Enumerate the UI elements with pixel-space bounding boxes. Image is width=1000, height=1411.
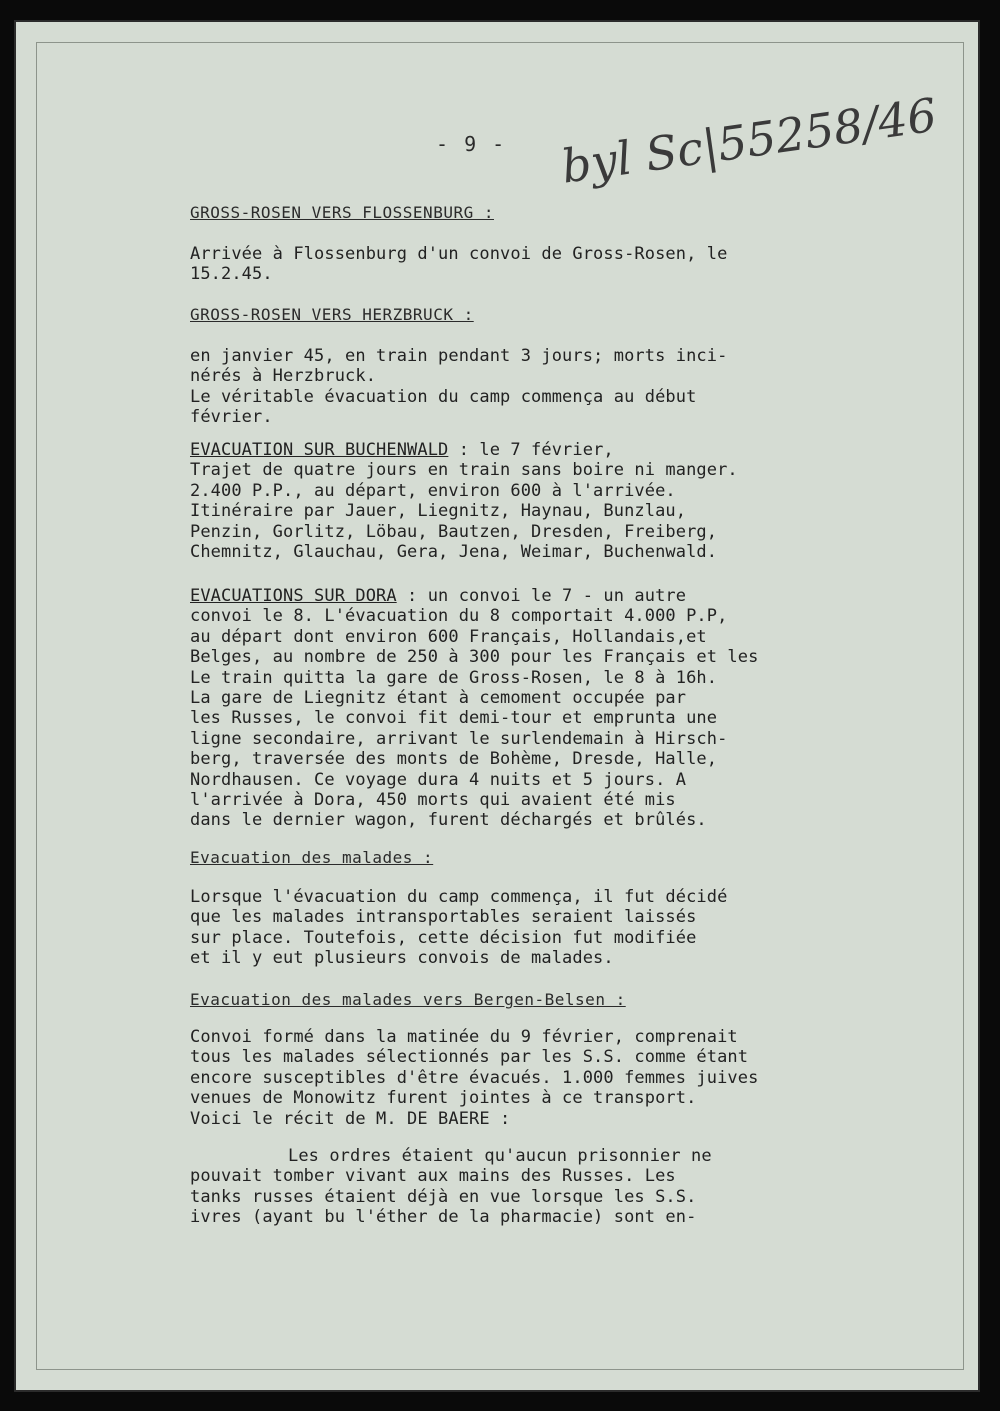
section-recit: [190, 1146, 880, 1228]
text-line: Arrivée à Flossenburg d'un convoi de Gross-Rosen, le: [190, 244, 728, 264]
text-line: venues de Monowitz furent jointes à ce transport.: [190, 1088, 697, 1109]
inline-text: : un convoi le 7 - un autre: [396, 586, 687, 606]
section-evacuation-bergen-belsen: [190, 990, 880, 1129]
text-line: Le train quitta la gare de Gross-Rosen, le 8 à 16h.: [190, 667, 718, 688]
text-line: Trajet de quatre jours en train sans boire ni manger.: [190, 460, 738, 481]
text-line: berg, traversée des monts de Bohème, Dresde, Halle,: [190, 749, 718, 770]
section-heading: GROSS-ROSEN VERS FLOSSENBURG :: [190, 203, 494, 222]
text-line: au départ dont environ 600 Français, Hollandais,et: [190, 626, 707, 647]
text-line: tous les malades sélectionnés par les S.S. comme étant: [190, 1047, 749, 1068]
text-line: dans le dernier wagon, furent déchargés et brûlés.: [190, 810, 707, 831]
text-line: 2.400 P.P., au départ, environ 600 à l'arrivée.: [190, 480, 676, 501]
text-line: en janvier 45, en train pendant 3 jours; morts inci-: [190, 346, 728, 366]
text-line: février.: [190, 407, 273, 428]
section-gross-rosen-flossenburg: [190, 203, 880, 285]
section-evacuation-malades: [190, 848, 880, 969]
handwritten-reference-svg: [555, 82, 940, 202]
text-line: Penzin, Gorlitz, Löbau, Bautzen, Dresden, Freiberg,: [190, 521, 718, 542]
text-line: les Russes, le convoi fit demi-tour et emprunta une: [190, 708, 718, 729]
text-line: Nordhausen. Ce voyage dura 4 nuits et 5 jours. A: [190, 769, 687, 790]
text-line: tanks russes étaient déjà en vue lorsque les S.S.: [190, 1186, 697, 1207]
text-line: et il y eut plusieurs convois de malades.: [190, 948, 614, 969]
text-line: nérés à Herzbruck.: [190, 366, 377, 387]
section-evacuations-dora: [190, 586, 880, 831]
text-line: Les ordres étaient qu'aucun prisonnier ne: [288, 1146, 712, 1166]
section-heading: GROSS-ROSEN VERS HERZBRUCK :: [190, 305, 474, 324]
text-line: Itinéraire par Jauer, Liegnitz, Haynau, Bunzlau,: [190, 501, 687, 522]
inline-text: : le 7 février,: [448, 440, 614, 460]
text-line: Voici le récit de M. DE BAERE :: [190, 1108, 511, 1129]
page-number: - 9 -: [436, 132, 507, 156]
handwritten-reference-text: byl Sc|55258/46: [558, 87, 940, 194]
text-line: convoi le 8. L'évacuation du 8 comportait 4.000 P.P,: [190, 606, 728, 627]
text-line: l'arrivée à Dora, 450 morts qui avaient été mis: [190, 790, 676, 811]
text-line: La gare de Liegnitz étant à cemoment occupée par: [190, 688, 687, 709]
text-line: [190, 440, 880, 460]
text-line: Chemnitz, Glauchau, Gera, Jena, Weimar, Buchenwald.: [190, 542, 718, 563]
text-line: Belges, au nombre de 250 à 300 pour les Français et les: [190, 647, 759, 668]
text-line: 15.2.45.: [190, 264, 273, 285]
text-line: pouvait tomber vivant aux mains des Russes. Les: [190, 1166, 676, 1187]
section-gross-rosen-herzbruck: [190, 305, 880, 428]
inline-heading: EVACUATIONS SUR DORA: [190, 586, 397, 606]
text-line: [190, 586, 880, 606]
inline-heading: EVACUATION SUR BUCHENWALD: [190, 440, 449, 460]
section-evacuation-buchenwald: [190, 440, 880, 562]
text-line: Lorsque l'évacuation du camp commença, il fut décidé: [190, 887, 728, 907]
text-line: que les malades intransportables seraient laissés: [190, 907, 697, 928]
section-heading: Evacuation des malades vers Bergen-Belsen :: [190, 990, 626, 1009]
text-line: Convoi formé dans la matinée du 9 février, comprenait: [190, 1027, 738, 1047]
text-line: ligne secondaire, arrivant le surlendemain à Hirsch-: [190, 728, 728, 749]
text-line: Le véritable évacuation du camp commença au début: [190, 386, 697, 407]
text-line: encore susceptibles d'être évacués. 1.000 femmes juives: [190, 1067, 759, 1088]
section-heading: Evacuation des malades :: [190, 848, 434, 867]
text-line: ivres (ayant bu l'éther de la pharmacie) sont en-: [190, 1207, 697, 1228]
handwritten-reference: [555, 82, 940, 202]
text-line: sur place. Toutefois, cette décision fut modifiée: [190, 927, 697, 948]
